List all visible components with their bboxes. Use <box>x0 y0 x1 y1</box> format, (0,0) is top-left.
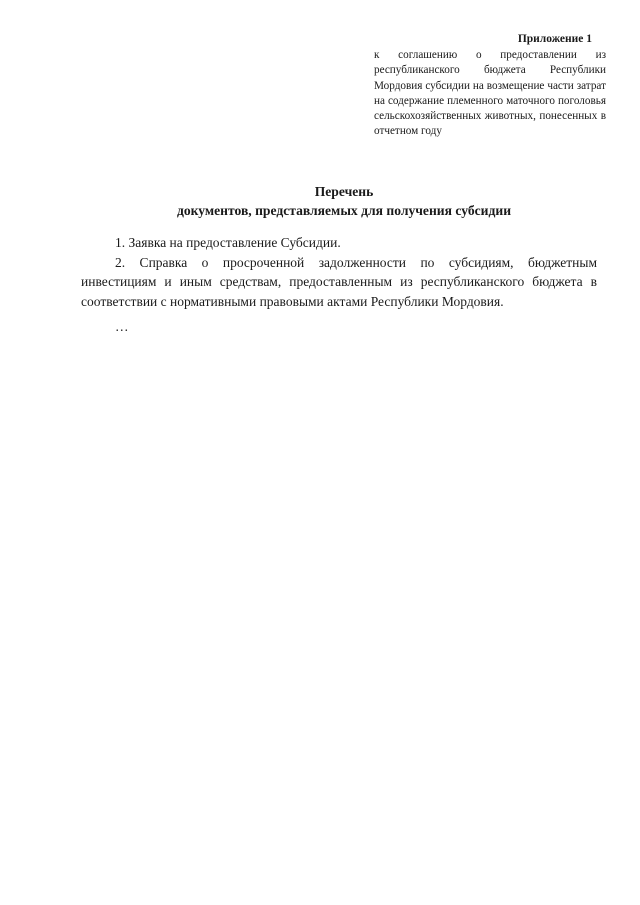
list-item-2: 2. Справка о просроченной задолженности по субсидиям, бюджетным инвестициям и иным средствам, предоставленным из республиканского бюджета в соответствии с нормативными правовыми актами Республики Мордовия. <box>81 254 597 309</box>
document-title <box>96 182 592 220</box>
ellipsis: … <box>115 319 130 334</box>
document-title-line2: документов, представляемых для получения субсидии <box>176 203 512 218</box>
appendix-text: к соглашению о предоставлении из республиканского бюджета Республики Мордовия субсидии на возмещение части затрат на содержание племенного маточного поголовья сельскохозяйственных животных, понесенных в отчетном году <box>374 49 606 138</box>
appendix-block <box>374 32 606 139</box>
document-body <box>81 233 597 337</box>
document-title-line1: Перечень <box>314 184 374 199</box>
appendix-title: Приложение 1 <box>517 33 592 45</box>
list-item-1: 1. Заявка на предоставление Субсидии. <box>115 235 341 250</box>
